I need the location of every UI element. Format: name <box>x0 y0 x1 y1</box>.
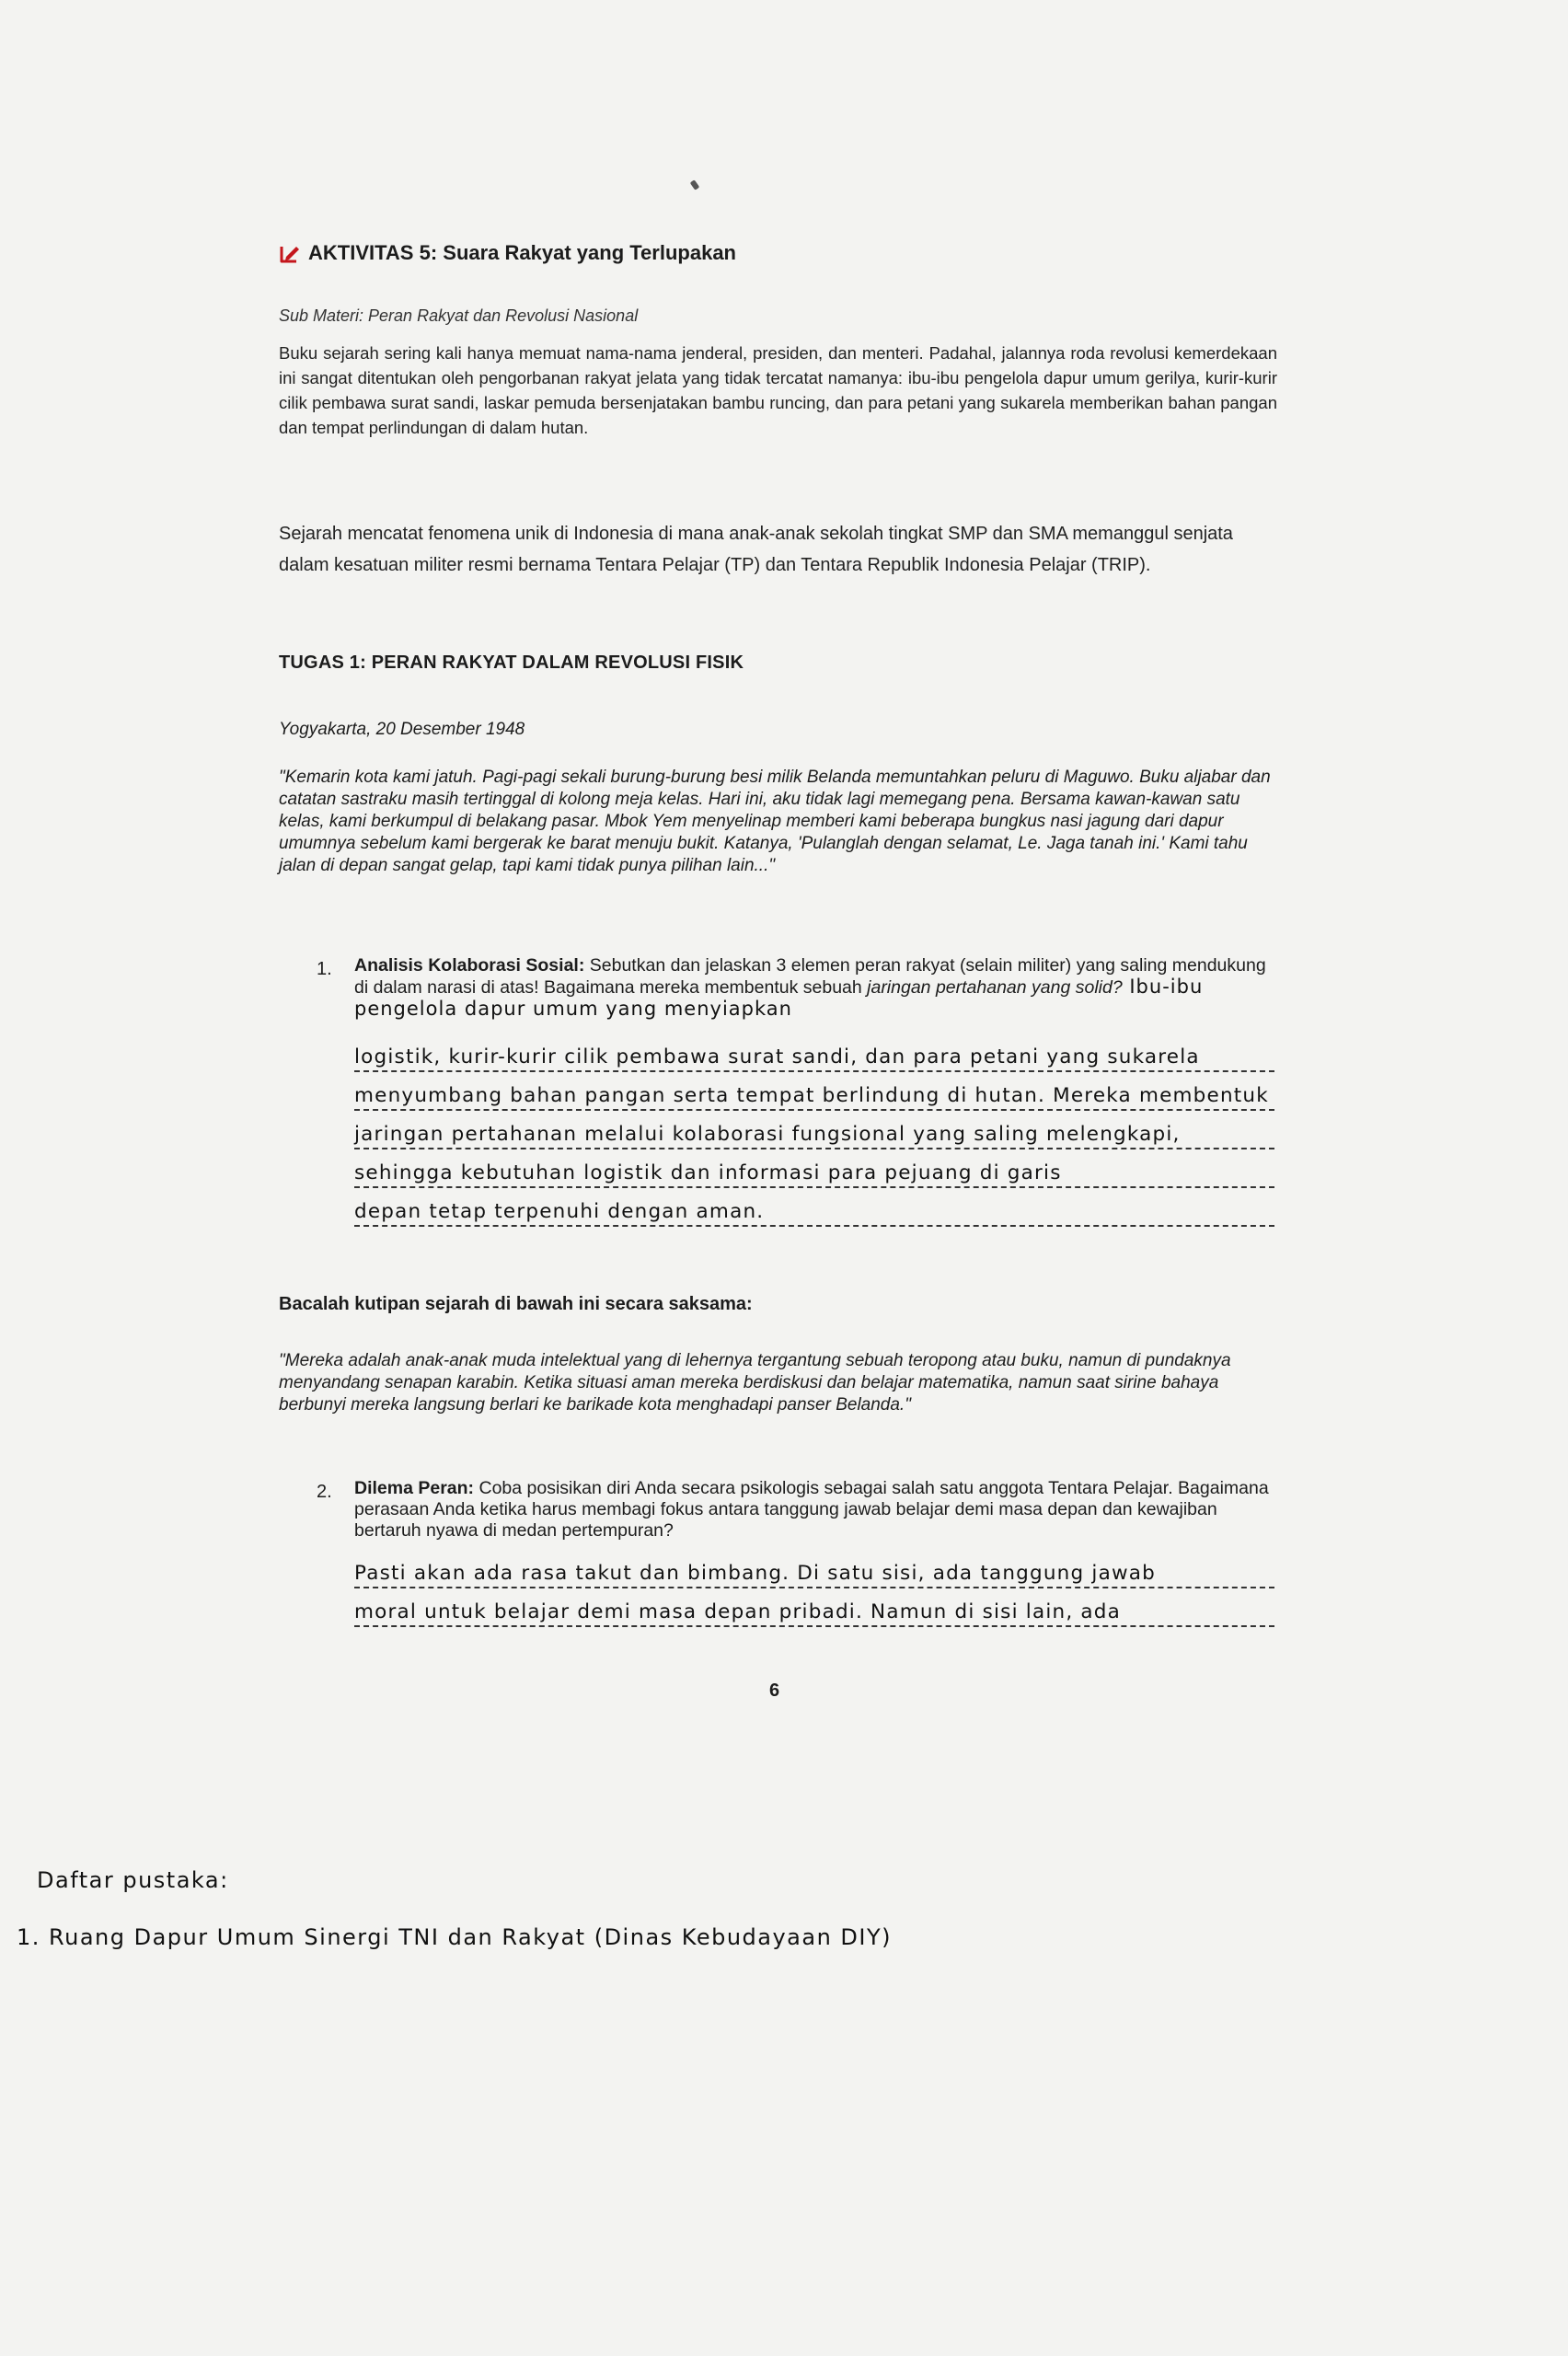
question-2-lead: Dilema Peran: <box>354 1478 475 1498</box>
answer-line[interactable]: jaringan pertahanan melalui kolaborasi fungsional yang saling melengkapi, <box>354 1111 1274 1149</box>
answer-line[interactable]: menyumbang bahan pangan serta tempat berlindung di hutan. Mereka membentuk <box>354 1072 1274 1111</box>
question-2-body: Coba posisikan diri Anda secara psikologis sebagai salah satu anggota Tentara Pelajar. Bagaimana perasaan Anda ketika harus membagi fokus antara tanggung jawab belajar demi masa depan dan kewajiban bertaruh nyawa di medan pertempuran? <box>354 1478 1269 1541</box>
activity-heading <box>279 241 736 265</box>
task-title: TUGAS 1: PERAN RAKYAT DALAM REVOLUSI FISIK <box>279 653 744 673</box>
answer-line[interactable]: Pasti akan ada rasa takut dan bimbang. Di satu sisi, ada tanggung jawab <box>354 1550 1274 1588</box>
history-quote: "Mereka adalah anak-anak muda intelektual yang di lehernya tergantung sebuah teropong atau buku, namun di pundaknya menyandang senapan karabin. Ketika situasi aman mereka berdiskusi dan belajar matematika, namun saat sirine bahaya berbunyi mereka langsung berlari ke barikade kota menghadapi panser Belanda." <box>279 1351 1231 1415</box>
answer-line[interactable]: depan tetap terpenuhi dengan aman. <box>354 1188 1274 1227</box>
diary-quote: "Kemarin kota kami jatuh. Pagi-pagi sekali burung-burung besi milik Belanda memuntahkan peluru di Maguwo. Buku aljabar dan catatan sastraku masih tertinggal di kolong meja kelas. Hari ini, aku tidak lagi memegang pena. Bersama kawan-kawan satu kelas, kami berkumpul di belakang pasar. Mbok Yem menyelinap memberi kami beberapa bungkus nasi jagung dari dapur umumnya sebelum kami bergerak ke barat menuju bukit. Katanya, 'Pulanglah dengan selamat, Le. Jaga tanah ini.' Kami tahu jalan di depan sangat gelap, tapi kami tidak punya pilihan lain..." <box>279 768 1271 875</box>
question-1-number: 1. <box>317 959 332 979</box>
answer-1-start[interactable]: Ibu-ibu pengelola dapur umum yang menyiapkan <box>354 976 1204 1020</box>
sub-materi: Sub Materi: Peran Rakyat dan Revolusi Nasional <box>279 306 639 325</box>
intro-paragraph-1: Buku sejarah sering kali hanya memuat nama-nama jenderal, presiden, dan menteri. Padahal, jalannya roda revolusi kemerdekaan ini sangat ditentukan oleh pengorbanan rakyat jelata yang tidak tercatat namanya: ibu-ibu pengelola dapur umum gerilya, kurir-kurir cilik pembawa surat sandi, laskar pemuda bersenjatakan bambu runcing, dan para petani yang sukarela memberikan bahan pangan dan tempat perlindungan di dalam hutan. <box>279 343 1277 437</box>
question-1-text <box>354 955 1274 1021</box>
answer-1-lines[interactable] <box>354 1034 1274 1227</box>
page-number: 6 <box>769 1680 780 1701</box>
answer-line[interactable]: logistik, kurir-kurir cilik pembawa surat sandi, dan para petani yang sukarela <box>354 1034 1274 1072</box>
activity-title: AKTIVITAS 5: Suara Rakyat yang Terlupakan <box>308 241 736 264</box>
question-1-italic: jaringan pertahanan yang solid? <box>867 977 1123 998</box>
bibliography-item: 1. Ruang Dapur Umum Sinergi TNI dan Rakyat (Dinas Kebudayaan DIY) <box>17 1924 893 1950</box>
bibliography-title: Daftar pustaka: <box>37 1867 229 1893</box>
reading-instruction: Bacalah kutipan sejarah di bawah ini secara saksama: <box>279 1294 753 1314</box>
scan-speck <box>690 179 700 191</box>
answer-2-lines[interactable] <box>354 1550 1274 1627</box>
intro-paragraph-2: Sejarah mencatat fenomena unik di Indonesia di mana anak-anak sekolah tingkat SMP dan SMA memanggul senjata dalam kesatuan militer resmi bernama Tentara Pelajar (TP) dan Tentara Republik Indonesia Pelajar (TRIP). <box>279 524 1233 575</box>
pencil-note-icon <box>279 242 301 264</box>
answer-line[interactable]: moral untuk belajar demi masa depan pribadi. Namun di sisi lain, ada <box>354 1588 1274 1627</box>
question-2-number: 2. <box>317 1482 332 1502</box>
question-1-lead: Analisis Kolaborasi Sosial: <box>354 955 585 976</box>
answer-line[interactable]: sehingga kebutuhan logistik dan informasi para pejuang di garis <box>354 1149 1274 1188</box>
diary-date: Yogyakarta, 20 Desember 1948 <box>279 720 525 739</box>
question-1-body: Sebutkan dan jelaskan 3 elemen peran rakyat (selain militer) yang saling mendukung di dalam narasi di atas! Bagaimana mereka membentuk sebuah <box>354 955 1266 998</box>
question-2-text <box>354 1478 1274 1542</box>
